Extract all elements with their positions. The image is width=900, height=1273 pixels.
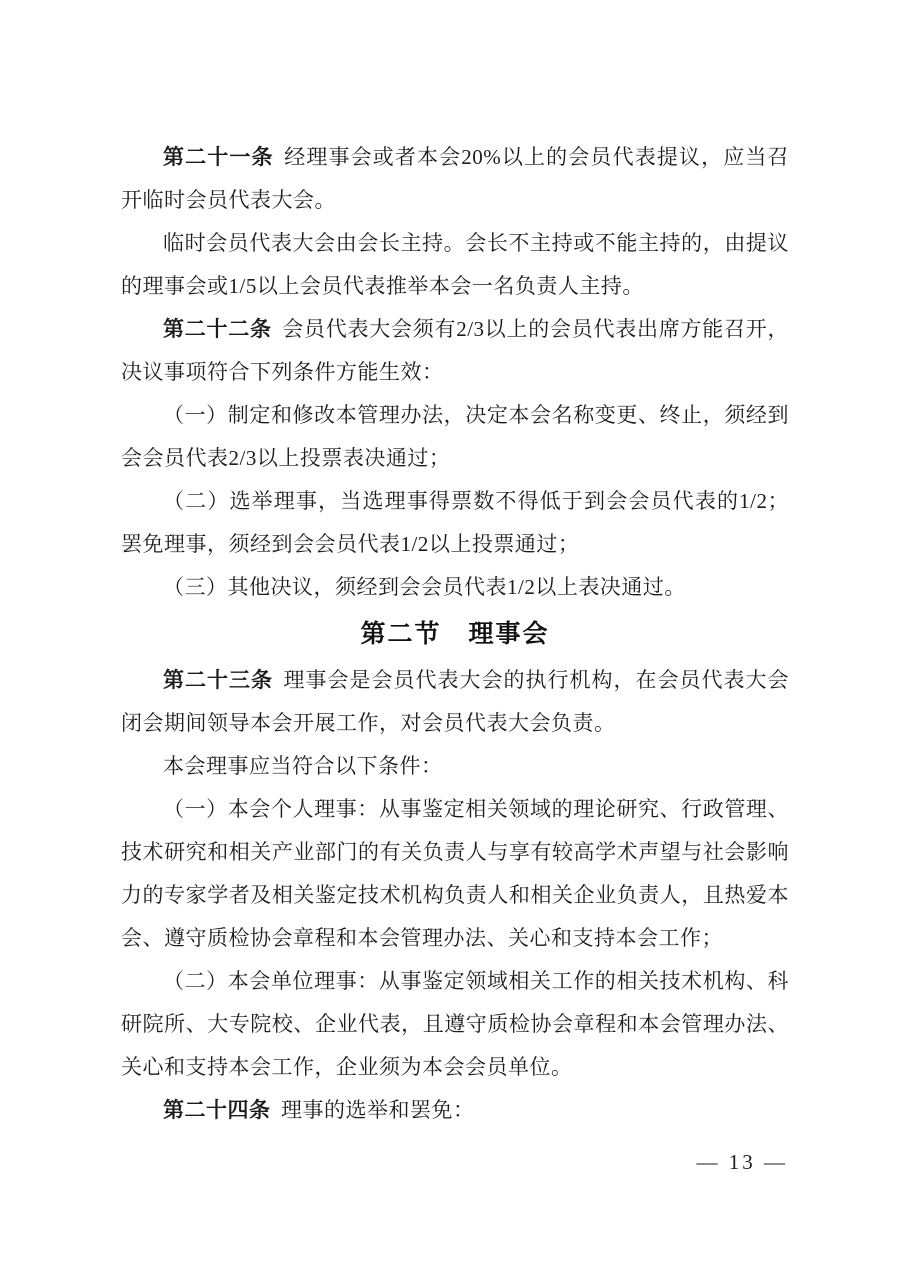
paragraph-text: （一）本会个人理事：从事鉴定相关领域的理论研究、行政管理、技术研究和相关产业部门的有关负责人与享有较高学术声望与社会影响力的专家学者及相关鉴定技术机构负责人和相关企业负责人，且热爱本会、遵守质检协会章程和本会管理办法、关心和支持本会工作； [121,797,789,950]
document-body [121,136,789,1132]
article-number-21: 第二十一条 [163,145,274,169]
list-item-1 [121,788,789,960]
article-paragraph [121,308,789,394]
paragraph-text: （二）选举理事，当选理事得票数不得低于到会会员代表的1/2；罢免理事，须经到会会员代表1/2以上投票通过； [121,489,789,556]
article-number-22: 第二十二条 [163,317,272,341]
page-number: — 13 — [696,1150,788,1174]
section-heading: 第二节 理事会 [360,620,550,648]
article-number-24: 第二十四条 [163,1098,271,1122]
article-paragraph [121,1089,789,1132]
article-paragraph [121,659,789,745]
article-number-23: 第二十三条 [163,668,273,692]
paragraph-text: 临时会员代表大会由会长主持。会长不主持或不能主持的，由提议的理事会或1/5以上会员代表推举本会一名负责人主持。 [121,231,789,298]
article-paragraph [121,136,789,222]
body-paragraph [121,222,789,308]
paragraph-text: （三）其他决议，须经到会会员代表1/2以上表决通过。 [163,575,686,599]
paragraph-text: 经理事会或者本会20%以上的会员代表提议，应当召开临时会员代表大会。 [121,145,790,212]
list-item-3 [121,566,789,609]
paragraph-text: 理事的选举和罢免： [281,1098,475,1122]
body-paragraph [121,745,789,788]
list-item-2 [121,960,789,1089]
paragraph-text: 会员代表大会须有2/3以上的会员代表出席方能召开，决议事项符合下列条件方能生效： [121,317,789,384]
list-item-2 [121,480,789,566]
paragraph-text: 本会理事应当符合以下条件： [163,754,443,778]
paragraph-text: （二）本会单位理事：从事鉴定领域相关工作的相关技术机构、科研院所、大专院校、企业代表，且遵守质检协会章程和本会管理办法、关心和支持本会工作，企业须为本会会员单位。 [121,969,789,1079]
paragraph-text: （一）制定和修改本管理办法，决定本会名称变更、终止，须经到会会员代表2/3以上投票表决通过； [121,403,789,470]
paragraph-text: 理事会是会员代表大会的执行机构，在会员代表大会闭会期间领导本会开展工作，对会员代表大会负责。 [121,668,789,735]
list-item-1 [121,394,789,480]
